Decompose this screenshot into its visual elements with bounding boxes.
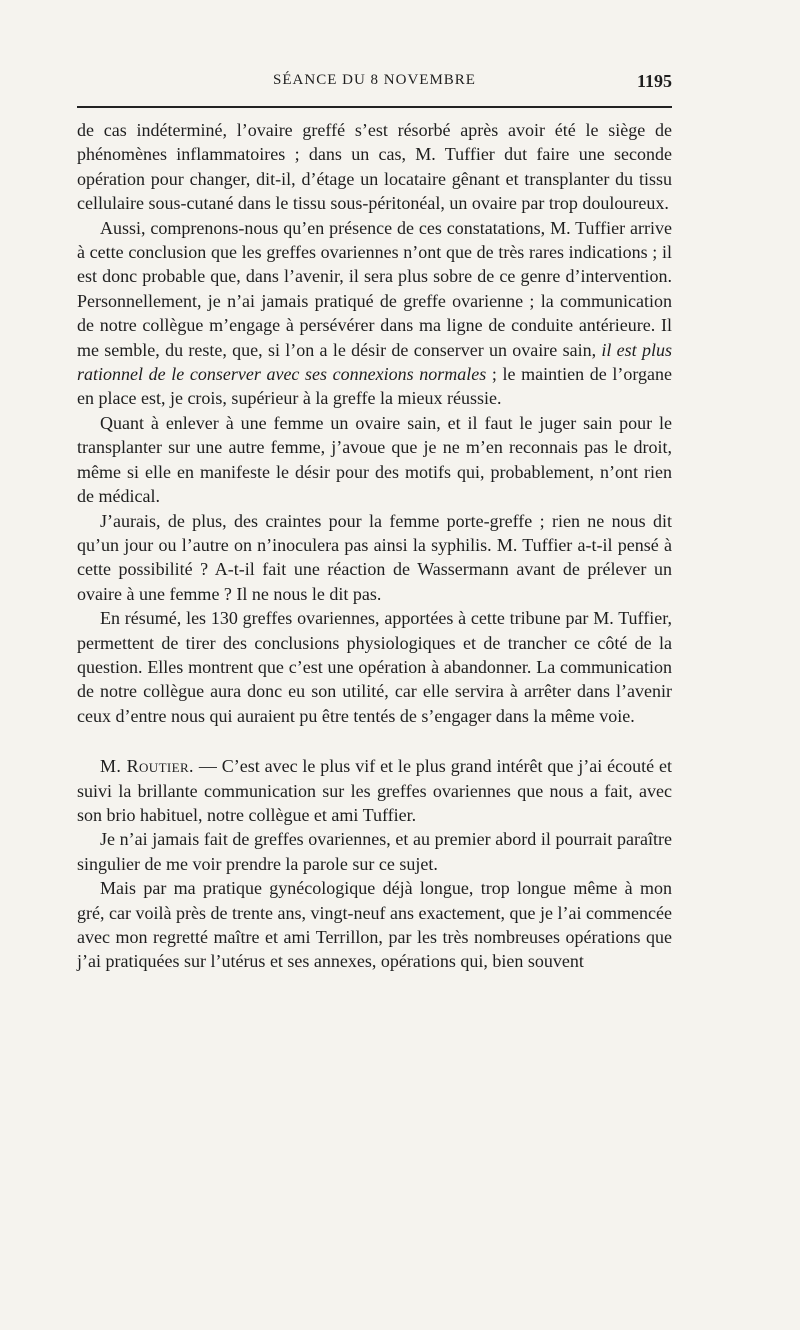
- speaker-paragraph: [77, 754, 672, 827]
- paragraph-continuation: de cas indéterminé, l’ovaire greffé s’est résorbé après avoir été le siège de phénomènes inflammatoires ; dans un cas, M. Tuffier dut faire une seconde opération pour changer, dit-il, d’étage un locataire gênant et transplanter du tissu cellulaire sous-cutané dans le tissu sous-péritonéal, un ovaire par trop douloureux.: [77, 120, 672, 214]
- italic-emphasis: il est plus rationnel de le conserver avec ses connexions normales: [77, 339, 672, 385]
- paragraph-no-grafts: Je n’ai jamais fait de greffes ovariennes, et au premier abord il pourrait paraître singulier de me voir prendre la parole sur ce sujet.: [77, 829, 672, 874]
- speaker-statement: — C’est avec le plus vif et le plus grand intérêt que j’ai écouté et suivi la brillante communication sur les greffes ovariennes que nous a fait, avec son brio habituel, notre collègue et ami Tuffier.: [77, 756, 672, 825]
- paragraph-text: ; le maintien de l’organe en place est, je crois, supérieur à la greffe la mieux réussie.: [77, 364, 672, 409]
- paragraph-ovary-removal: Quant à enlever à une femme un ovaire sain, et il faut le juger sain pour le transplanter sur une autre femme, j’avoue que je ne m’en reconnais pas le droit, même si elle en manifeste le désir pour des motifs qui, probablement, n’ont rien de médical.: [77, 412, 672, 507]
- paragraph-summary: En résumé, les 130 greffes ovariennes, apportées à cette tribune par M. Tuffier, permettent de tirer des conclusions physiologiques et de trancher ce côté de la question. Elles montrent que c’est une opération à abandonner. La communication de notre collègue aura donc eu son utilité, car elle servira à arrêter dans l’avenir ceux d’entre nous qui auraient pu être tentés de s’engager dans la même voie.: [77, 608, 672, 726]
- main-text: [77, 118, 672, 974]
- speaker-name: M. Routier.: [100, 756, 194, 777]
- running-title: SÉANCE DU 8 NOVEMBRE: [273, 72, 476, 88]
- paragraph-gynecologic-practice: Mais par ma pratique gynécologique déjà longue, trop longue même à mon gré, car voilà près de trente ans, vingt-neuf ans exactement, que je l’ai commencée avec mon regretté maître et ami Terrillon, par les très nombreuses opérations que j’ai pratiquées sur l’utérus et ses annexes, opérations qui, bien souvent: [77, 878, 672, 972]
- paragraph-conclusion: [77, 216, 672, 411]
- page-header: [77, 72, 672, 96]
- paragraph-syphilis-risk: J’aurais, de plus, des craintes pour la femme porte-greffe ; rien ne nous dit qu’un jour ou l’autre on n’inoculera pas ainsi la syphilis. M. Tuffier a-t-il pensé à cette possibilité ? A-t-il fait une réaction de Wassermann avant de prélever un ovaire à une femme ? Il ne nous le dit pas.: [77, 510, 672, 604]
- paragraph-text: Aussi, comprenons-nous qu’en présence de ces constatations, M. Tuffier arrive à cette conclusion que les greffes ovariennes n’ont que de très rares indications ; il est donc probable que, dans l’avenir, il sera plus sobre de ce genre d’intervention. Personnellement, je n’ai jamais pratiqué de greffe ovarienne ; la communication de notre collègue m’engage à persévérer dans ma ligne de conduite antérieure. Il me semble, du reste, que, si l’on a le désir de conserver un ovaire sain,: [77, 217, 672, 360]
- section-gap: [77, 728, 672, 754]
- header-rule: [77, 106, 672, 108]
- page-number: 1195: [636, 71, 672, 91]
